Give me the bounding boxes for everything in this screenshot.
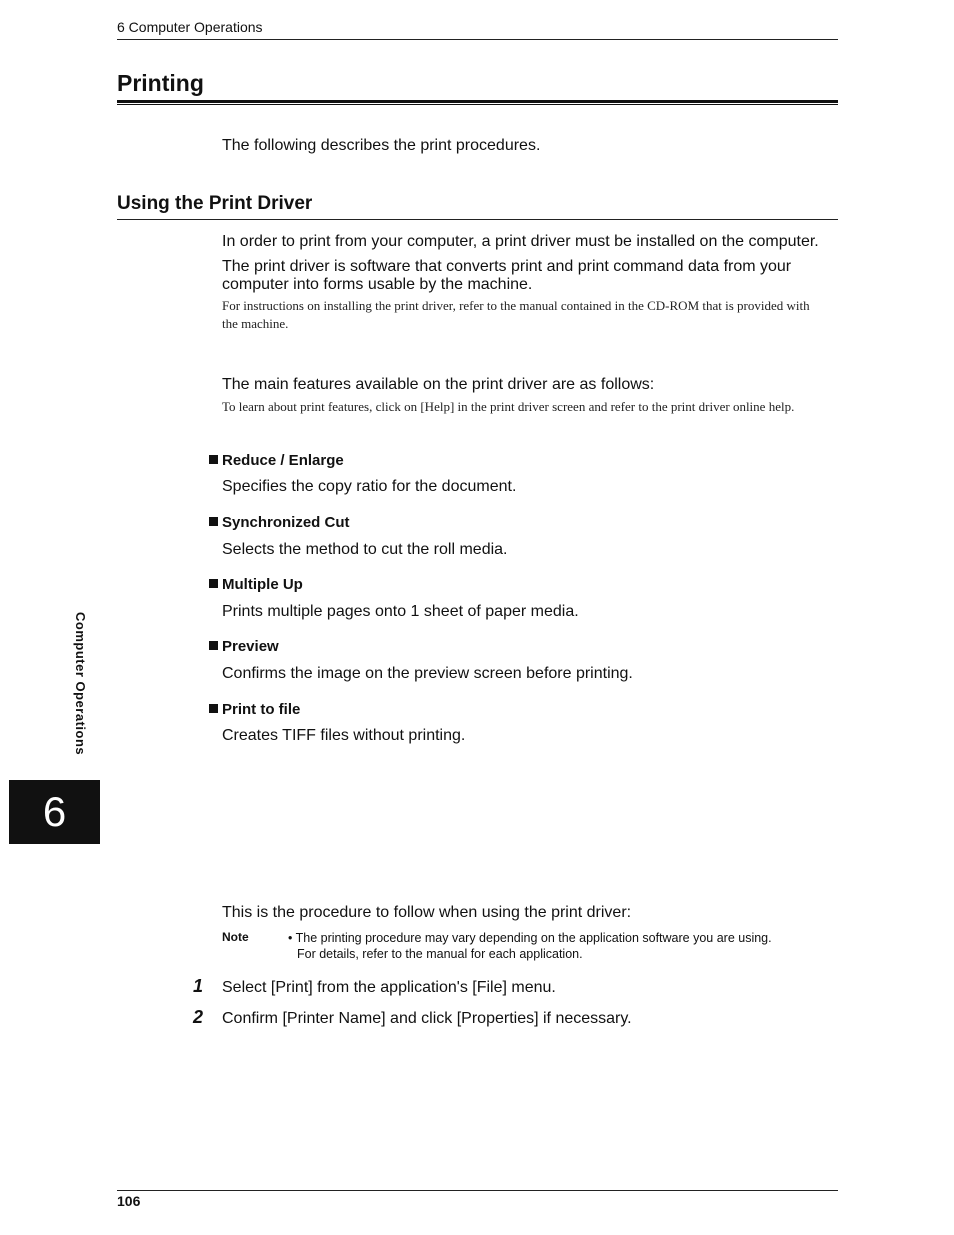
features-intro: The main features available on the print driver are as follows:	[222, 376, 655, 393]
note-line: For details, refer to the manual for each application.	[297, 947, 583, 961]
page-number: 106	[117, 1193, 141, 1209]
feature-title: Preview	[209, 638, 279, 655]
square-bullet-icon	[209, 579, 218, 588]
feature-description: Creates TIFF files without printing.	[222, 727, 466, 744]
note-line: • The printing procedure may vary depending on the application software you are using.	[288, 931, 772, 945]
feature-description: Selects the method to cut the roll media.	[222, 541, 508, 558]
step-text: Select [Print] from the application's [File] menu.	[222, 979, 556, 996]
subsection-title: Using the Print Driver	[117, 193, 313, 214]
square-bullet-icon	[209, 704, 218, 713]
feature-title: Synchronized Cut	[209, 514, 350, 531]
chapter-number-tab: 6	[9, 780, 100, 844]
step-number: 2	[193, 1007, 204, 1027]
footer-rule	[117, 1190, 838, 1191]
section-title-rule-thick	[117, 100, 838, 103]
note-text	[288, 930, 838, 962]
paragraph-driver-required: In order to print from your computer, a print driver must be installed on the computer.	[222, 233, 819, 250]
subsection-rule	[117, 219, 838, 220]
feature-description: Confirms the image on the preview screen before printing.	[222, 665, 633, 682]
section-intro: The following describes the print procedures.	[222, 137, 541, 154]
square-bullet-icon	[209, 517, 218, 526]
paragraph-driver-definition: The print driver is software that converts print and print command data from your computer into forms usable by the machine.	[222, 258, 792, 293]
feature-description: Prints multiple pages onto 1 sheet of paper media.	[222, 603, 579, 620]
running-header: 6 Computer Operations	[117, 19, 263, 35]
feature-title: Reduce / Enlarge	[209, 452, 344, 469]
step-number: 1	[193, 976, 204, 996]
note-online-help: To learn about print features, click on [Help] in the print driver screen and refer to the print driver online help.	[222, 399, 795, 414]
feature-title: Multiple Up	[209, 576, 303, 593]
header-rule	[117, 39, 838, 40]
step-text: Confirm [Printer Name] and click [Properties] if necessary.	[222, 1010, 632, 1027]
section-title: Printing	[117, 70, 204, 96]
square-bullet-icon	[209, 455, 218, 464]
feature-title: Print to file	[209, 701, 300, 718]
note-label: Note	[222, 930, 249, 944]
procedure-intro: This is the procedure to follow when using the print driver:	[222, 904, 632, 921]
note-install-driver: For instructions on installing the print driver, refer to the manual contained in the CD-ROM that is provided with the machine.	[222, 298, 810, 331]
feature-description: Specifies the copy ratio for the document.	[222, 478, 517, 495]
square-bullet-icon	[209, 641, 218, 650]
side-chapter-label: Computer Operations	[73, 612, 88, 756]
section-title-rule-thin	[117, 104, 838, 105]
